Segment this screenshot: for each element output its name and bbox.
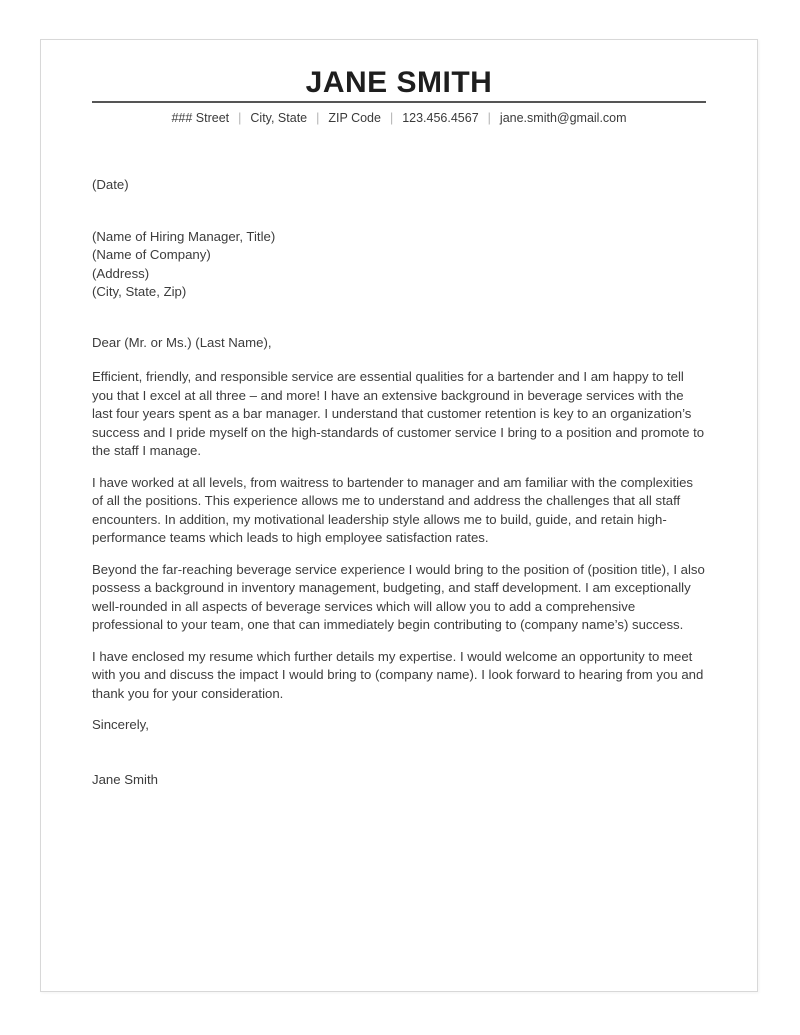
contact-separator: |	[316, 111, 320, 125]
signature-name: Jane Smith	[92, 771, 158, 787]
recipient-block	[92, 228, 706, 302]
contact-separator: |	[487, 111, 491, 125]
contact-phone: 123.456.4567	[402, 111, 479, 125]
contact-info-row	[92, 110, 706, 126]
closing-line: Sincerely,	[92, 717, 149, 732]
body-paragraph-4: I have enclosed my resume which further details my expertise. I would welcome an opportunity to meet with you and discuss the impact I would bring to (company name). I look forward to hearing from you and thank you for your consideration.	[92, 648, 704, 701]
letterhead-name: JANE SMITH	[305, 66, 493, 99]
body-paragraph-1: Efficient, friendly, and responsible service are essential qualities for a bartender and I am happy to tell you that I excel at all three – and more! I have an extensive background in beverage services with the last four years spent as a bar manager. I understand that customer retention is key to an organization’s success and I pride myself on the high-standards of customer service I bring to a position and promote to the staff I manage.	[92, 369, 705, 458]
letterhead-divider	[92, 101, 706, 103]
letter-body	[92, 176, 706, 789]
recipient-line-city-state-zip: (City, State, Zip)	[92, 284, 187, 299]
body-paragraph-2: I have worked at all levels, from waitress to bartender to manager and am familiar with the complexities of all the positions. This experience allows me to understand and address the challenges that all staff encounters. In addition, my motivational leadership style allows me to build, guide, and retain high-performance teams which leads to high employee satisfaction rates.	[92, 474, 694, 545]
contact-email: jane.smith@gmail.com	[499, 111, 627, 125]
body-paragraph-3: Beyond the far-reaching beverage service experience I would bring to the position of (position title), I also possess a background in inventory management, budgeting, and staff development. I am exceptionally well-rounded in all aspects of beverage services which will allow you to add a comprehensive professional to your team, one that can immediately begin contributing to (company name’s) success.	[92, 561, 705, 632]
contact-street: ### Street	[171, 111, 230, 125]
contact-separator: |	[238, 111, 242, 125]
recipient-line-hiring-manager: (Name of Hiring Manager, Title)	[92, 228, 276, 244]
date-placeholder: (Date)	[92, 177, 129, 192]
contact-separator: |	[389, 111, 394, 125]
salutation: Dear (Mr. or Ms.) (Last Name),	[92, 334, 272, 350]
contact-city-state: City, State	[250, 111, 308, 125]
letter-page	[40, 39, 758, 992]
recipient-line-address: (Address)	[92, 265, 150, 281]
recipient-line-company: (Name of Company)	[92, 247, 211, 262]
contact-zip: ZIP Code	[328, 111, 381, 125]
